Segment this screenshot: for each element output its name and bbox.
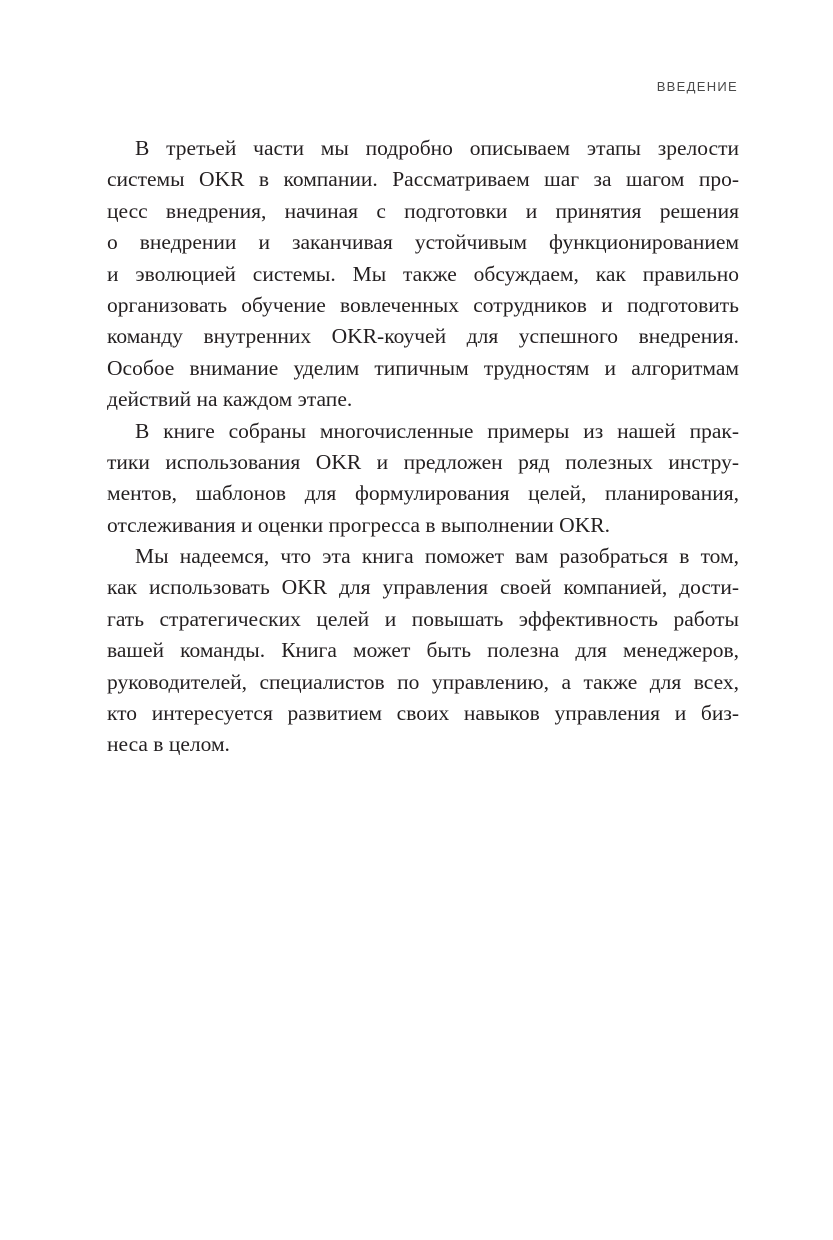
text-line: кто интересуется развитием своих навыков управления и биз- <box>107 701 739 726</box>
text-line: вашей команды. Книга может быть полезна для менеджеров, <box>107 638 739 663</box>
text-line: и эволюцией системы. Мы также обсуждаем, как правильно <box>107 261 739 286</box>
text-line: руководителей, специалистов по управлению, а также для всех, <box>107 669 739 694</box>
text-line: системы OKR в компании. Рассматриваем шаг за шагом про- <box>107 167 739 192</box>
text-line: цесс внедрения, начиная с подготовки и принятия решения <box>107 198 739 223</box>
text-line: о внедрении и заканчивая устойчивым функционированием <box>107 230 739 255</box>
text-line: команду внутренних OKR-коучей для успешного внедрения. <box>107 324 739 349</box>
text-line: отслеживания и оценки прогресса в выполнении OKR. <box>107 512 610 537</box>
paragraph-3 <box>107 541 739 761</box>
text-line: В третьей части мы подробно описываем этапы зрелости <box>135 136 739 160</box>
text-line: Особое внимание уделим типичным трудностям и алгоритмам <box>107 355 739 380</box>
text-line: ментов, шаблонов для формулирования целей, планирования, <box>107 481 739 506</box>
text-line: неса в целом. <box>107 732 230 757</box>
text-line: как использовать OKR для управления своей компанией, дости- <box>107 575 739 600</box>
text-line: тики использования OKR и предложен ряд полезных инстру- <box>107 449 739 474</box>
text-line: гать стратегических целей и повышать эффективность работы <box>107 606 739 631</box>
running-head: ВВЕДЕНИЕ <box>656 79 738 94</box>
body-text <box>107 133 739 761</box>
text-line: В книге собраны многочисленные примеры из нашей прак- <box>135 418 739 443</box>
paragraph-1 <box>107 133 739 416</box>
text-line: Мы надеемся, что эта книга поможет вам разобраться в том, <box>135 544 739 569</box>
paragraph-2 <box>107 416 739 542</box>
text-line: организовать обучение вовлеченных сотрудников и подготовить <box>107 292 739 317</box>
text-line: действий на каждом этапе. <box>107 387 353 412</box>
